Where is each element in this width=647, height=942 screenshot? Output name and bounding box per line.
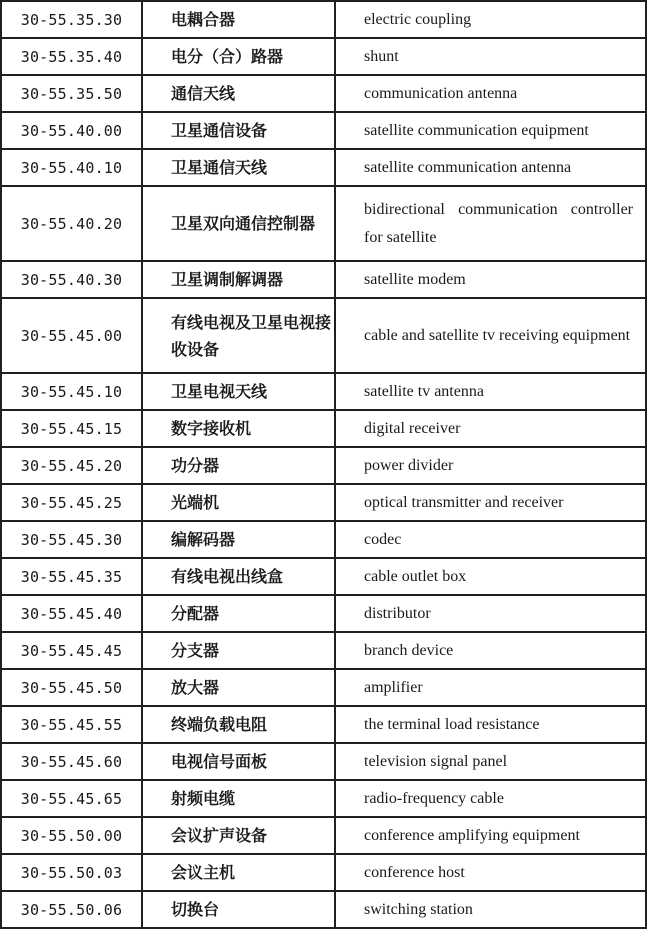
chinese-term-cell: 通信天线	[142, 75, 335, 112]
english-term-cell: cable outlet box	[335, 558, 646, 595]
chinese-term-cell: 终端负载电阻	[142, 706, 335, 743]
chinese-term-cell: 会议扩声设备	[142, 817, 335, 854]
english-term-cell: electric coupling	[335, 1, 646, 38]
chinese-term-cell: 卫星电视天线	[142, 373, 335, 410]
english-term-cell: satellite communication equipment	[335, 112, 646, 149]
code-cell: 30-55.45.45	[1, 632, 142, 669]
code-cell: 30-55.40.10	[1, 149, 142, 186]
english-term-cell: communication antenna	[335, 75, 646, 112]
table-row	[1, 669, 646, 706]
table-row	[1, 558, 646, 595]
chinese-term-cell: 卫星调制解调器	[142, 261, 335, 298]
code-cell: 30-55.50.00	[1, 817, 142, 854]
table-row	[1, 410, 646, 447]
chinese-term-cell: 有线电视及卫星电视接收设备	[142, 298, 335, 373]
table-row	[1, 632, 646, 669]
english-term-cell: shunt	[335, 38, 646, 75]
table-row	[1, 149, 646, 186]
table-row	[1, 854, 646, 891]
table-row	[1, 112, 646, 149]
chinese-term-cell: 切换台	[142, 891, 335, 928]
code-cell: 30-55.45.00	[1, 298, 142, 373]
chinese-term-cell: 分配器	[142, 595, 335, 632]
english-term-cell: radio-frequency cable	[335, 780, 646, 817]
code-cell: 30-55.45.20	[1, 447, 142, 484]
code-cell: 30-55.45.35	[1, 558, 142, 595]
code-cell: 30-55.50.06	[1, 891, 142, 928]
english-term-cell: television signal panel	[335, 743, 646, 780]
english-term-cell: conference amplifying equipment	[335, 817, 646, 854]
code-cell: 30-55.45.30	[1, 521, 142, 558]
table-row	[1, 595, 646, 632]
code-cell: 30-55.40.20	[1, 186, 142, 261]
english-term-cell: power divider	[335, 447, 646, 484]
english-term-cell: satellite tv antenna	[335, 373, 646, 410]
english-term-cell: digital receiver	[335, 410, 646, 447]
table-row	[1, 780, 646, 817]
code-cell: 30-55.45.10	[1, 373, 142, 410]
chinese-term-cell: 卫星双向通信控制器	[142, 186, 335, 261]
chinese-term-cell: 放大器	[142, 669, 335, 706]
code-cell: 30-55.45.25	[1, 484, 142, 521]
english-term-cell: bidirectional communication controller for satellite	[335, 186, 646, 261]
code-cell: 30-55.35.50	[1, 75, 142, 112]
chinese-term-cell: 功分器	[142, 447, 335, 484]
code-cell: 30-55.45.55	[1, 706, 142, 743]
chinese-term-cell: 分支器	[142, 632, 335, 669]
chinese-term-cell: 射频电缆	[142, 780, 335, 817]
code-cell: 30-55.50.03	[1, 854, 142, 891]
table-row	[1, 891, 646, 928]
table-row	[1, 743, 646, 780]
code-cell: 30-55.35.40	[1, 38, 142, 75]
chinese-term-cell: 编解码器	[142, 521, 335, 558]
english-term-cell: satellite modem	[335, 261, 646, 298]
table-row	[1, 484, 646, 521]
chinese-term-cell: 卫星通信设备	[142, 112, 335, 149]
english-term-cell: amplifier	[335, 669, 646, 706]
table-row	[1, 817, 646, 854]
chinese-term-cell: 数字接收机	[142, 410, 335, 447]
english-term-cell: branch device	[335, 632, 646, 669]
table-row	[1, 706, 646, 743]
code-cell: 30-55.45.65	[1, 780, 142, 817]
code-cell: 30-55.45.40	[1, 595, 142, 632]
table-body	[1, 1, 646, 928]
table-row	[1, 1, 646, 38]
english-term-cell: satellite communication antenna	[335, 149, 646, 186]
english-term-cell: the terminal load resistance	[335, 706, 646, 743]
table-row	[1, 75, 646, 112]
table-row	[1, 38, 646, 75]
chinese-term-cell: 有线电视出线盒	[142, 558, 335, 595]
chinese-term-cell: 光端机	[142, 484, 335, 521]
chinese-term-cell: 电耦合器	[142, 1, 335, 38]
english-term-cell: cable and satellite tv receiving equipment	[335, 298, 646, 373]
english-term-cell: optical transmitter and receiver	[335, 484, 646, 521]
table-row	[1, 186, 646, 261]
code-cell: 30-55.45.50	[1, 669, 142, 706]
table-row	[1, 521, 646, 558]
table-row	[1, 261, 646, 298]
chinese-term-cell: 电分（合）路器	[142, 38, 335, 75]
chinese-term-cell: 会议主机	[142, 854, 335, 891]
code-cell: 30-55.35.30	[1, 1, 142, 38]
code-cell: 30-55.45.15	[1, 410, 142, 447]
english-term-cell: codec	[335, 521, 646, 558]
english-term-cell: conference host	[335, 854, 646, 891]
code-cell: 30-55.40.00	[1, 112, 142, 149]
table-row	[1, 373, 646, 410]
table-row	[1, 298, 646, 373]
code-cell: 30-55.45.60	[1, 743, 142, 780]
chinese-term-cell: 卫星通信天线	[142, 149, 335, 186]
table-row	[1, 447, 646, 484]
chinese-term-cell: 电视信号面板	[142, 743, 335, 780]
code-cell: 30-55.40.30	[1, 261, 142, 298]
english-term-cell: distributor	[335, 595, 646, 632]
english-term-cell: switching station	[335, 891, 646, 928]
